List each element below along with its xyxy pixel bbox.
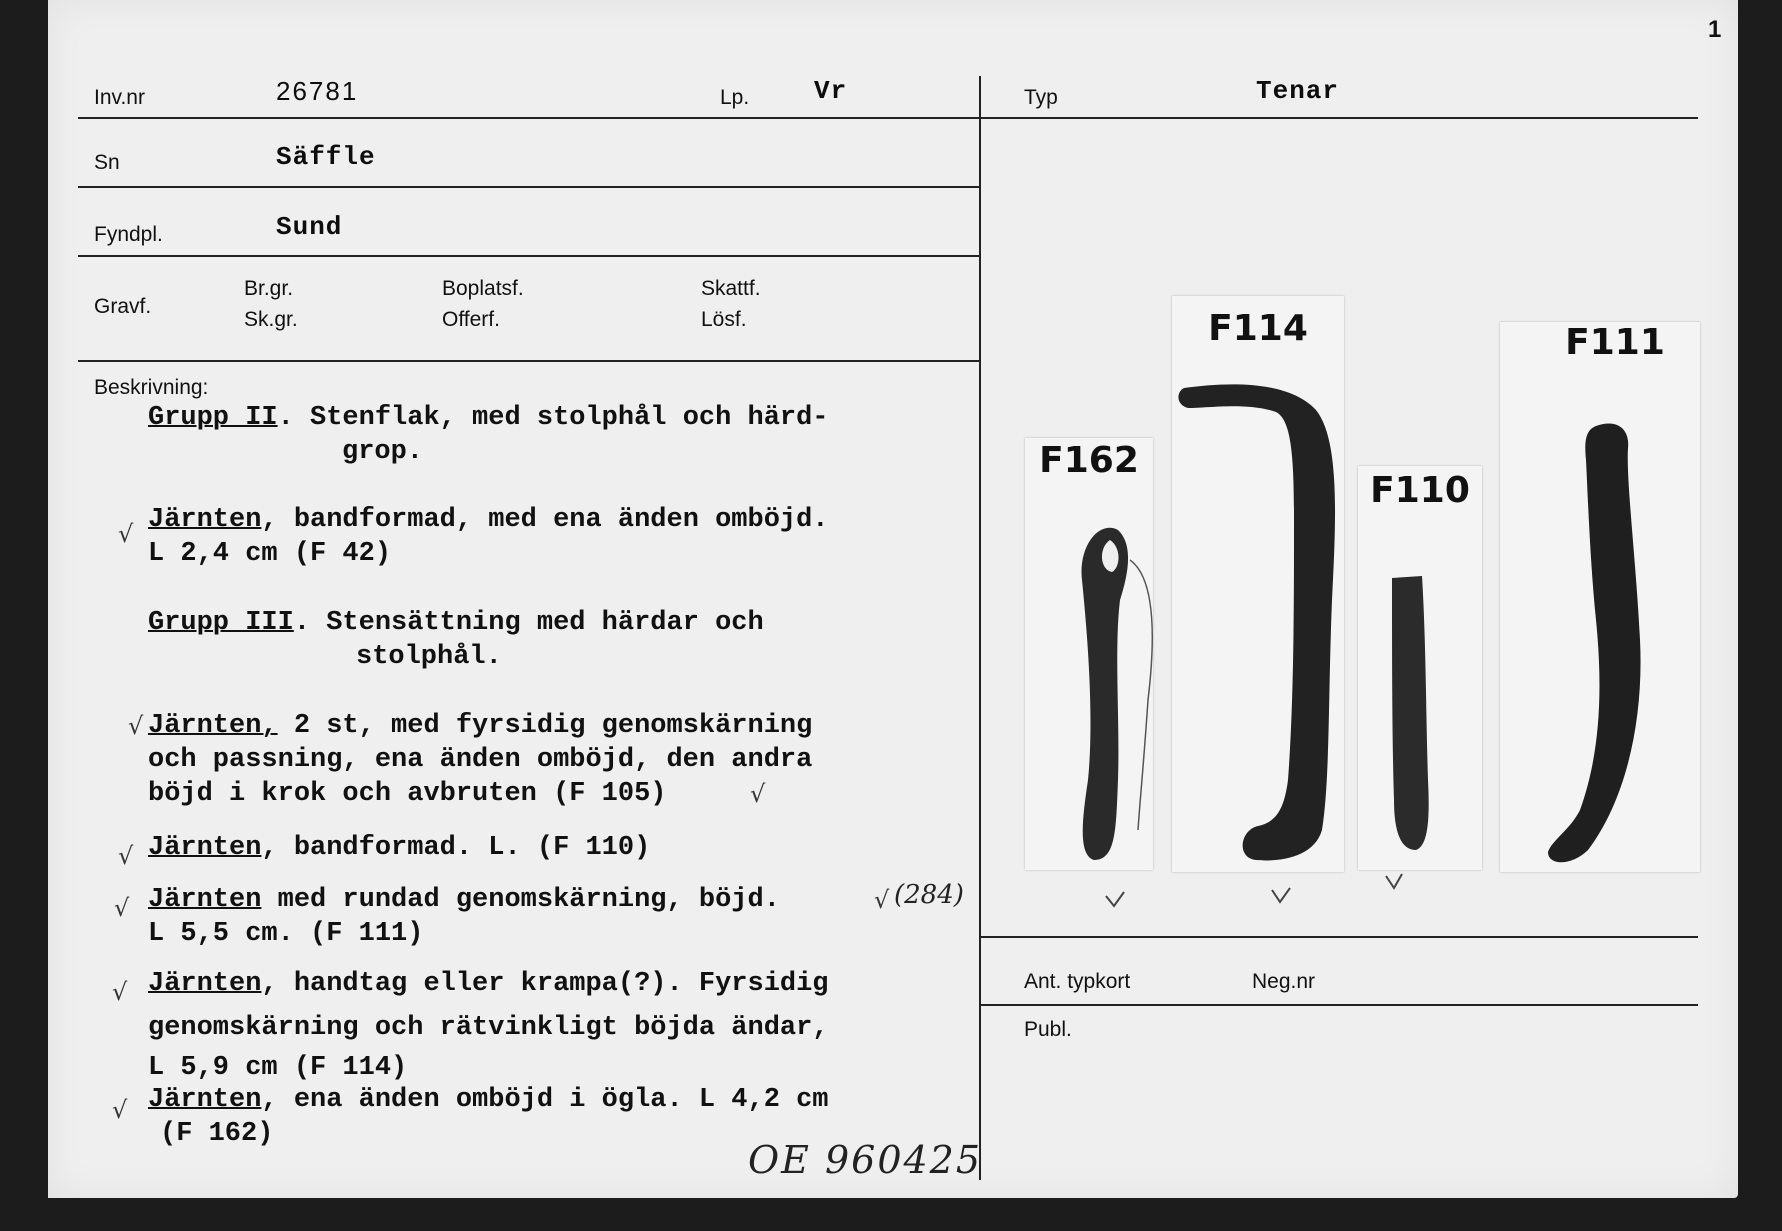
check-mark: √ xyxy=(750,780,766,808)
losf-label: Lösf. xyxy=(701,308,747,331)
artefact-f162 xyxy=(1082,528,1129,860)
artefact-f110 xyxy=(1392,576,1429,850)
group3-line1: Grupp III. Stensättning med härdar och xyxy=(148,608,764,638)
item2-line1: Järnten, 2 st, med fyrsidig genomskärning xyxy=(148,711,813,741)
inv-label: Inv.nr xyxy=(94,86,145,109)
inv-value: 26781 xyxy=(276,76,359,106)
gravf-label: Gravf. xyxy=(94,295,152,318)
check-mark xyxy=(1106,892,1124,906)
check-mark: √ xyxy=(874,886,890,914)
fyndpl-label: Fyndpl. xyxy=(94,223,163,246)
page-number: 1 xyxy=(1708,16,1722,43)
item5-line1: Järnten, handtag eller krampa(?). Fyrsidig xyxy=(148,969,829,999)
typ-label: Typ xyxy=(1024,86,1058,109)
label-f114: F114 xyxy=(1208,308,1308,349)
check-mark xyxy=(1386,874,1402,888)
skattf-label: Skattf. xyxy=(701,277,761,300)
sn-value: Säffle xyxy=(276,142,376,172)
group2-heading: Grupp II xyxy=(148,403,278,433)
publ-label: Publ. xyxy=(1024,1018,1072,1041)
group2-line2: grop. xyxy=(342,437,424,467)
typ-value: Tenar xyxy=(1256,76,1340,106)
boplatsf-label: Boplatsf. xyxy=(442,277,524,300)
label-f110: F110 xyxy=(1370,470,1470,511)
description-label: Beskrivning: xyxy=(94,376,209,399)
item6-line1: Järnten, ena änden omböjd i ögla. L 4,2 cm xyxy=(148,1085,829,1115)
handwritten-stamp: OE 960425 xyxy=(748,1138,983,1182)
item1-line1: Järnten, bandformad, med ena änden omböjd. xyxy=(148,505,829,535)
item2-line3: böjd i krok och avbruten (F 105) xyxy=(148,779,667,809)
item4-line2: L 5,5 cm. (F 111) xyxy=(148,919,424,949)
item5-line3: L 5,9 cm (F 114) xyxy=(148,1053,408,1083)
neg-nr-label: Neg.nr xyxy=(1252,970,1316,993)
group2-line1: Grupp II. Stenflak, med stolphål och härd- xyxy=(148,403,829,433)
item3-line1: Järnten, bandformad. L. (F 110) xyxy=(148,833,651,863)
group3-heading: Grupp III xyxy=(148,608,294,638)
check-mark: √ xyxy=(114,894,130,922)
label-f111: F111 xyxy=(1565,322,1665,363)
check-mark: √ xyxy=(118,520,134,548)
check-mark: √ xyxy=(128,712,144,740)
check-mark: √ xyxy=(118,842,134,870)
catalog-card xyxy=(48,0,1738,1198)
artefacts-photo xyxy=(48,0,1738,1198)
ant-typkort-label: Ant. typkort xyxy=(1024,970,1131,993)
fyndpl-value: Sund xyxy=(276,212,343,242)
brgr-label: Br.gr. xyxy=(244,277,294,300)
offerf-label: Offerf. xyxy=(442,308,500,331)
item1-line2: L 2,4 cm (F 42) xyxy=(148,539,392,569)
item4-line1: Järnten med rundad genomskärning, böjd. xyxy=(148,885,780,915)
artefact-f114 xyxy=(1178,384,1335,860)
item2-line2: och passning, ena änden omböjd, den andra xyxy=(148,745,813,775)
item6-line2: (F 162) xyxy=(160,1119,274,1149)
skgr-label: Sk.gr. xyxy=(244,308,298,331)
lp-label: Lp. xyxy=(720,86,750,109)
label-f162: F162 xyxy=(1039,440,1139,481)
artefact-f162-string xyxy=(1130,560,1152,830)
check-mark xyxy=(1272,888,1290,902)
check-mark: √ xyxy=(112,978,128,1006)
check-mark: √ xyxy=(112,1096,128,1124)
handwritten-note: (284) xyxy=(894,880,964,910)
sn-label: Sn xyxy=(94,151,120,174)
lp-value: Vr xyxy=(814,76,848,106)
group3-line2: stolphål. xyxy=(356,642,502,672)
artefact-f111 xyxy=(1548,423,1641,862)
item5-line2: genomskärning och rätvinkligt böjda ändar, xyxy=(148,1013,829,1043)
